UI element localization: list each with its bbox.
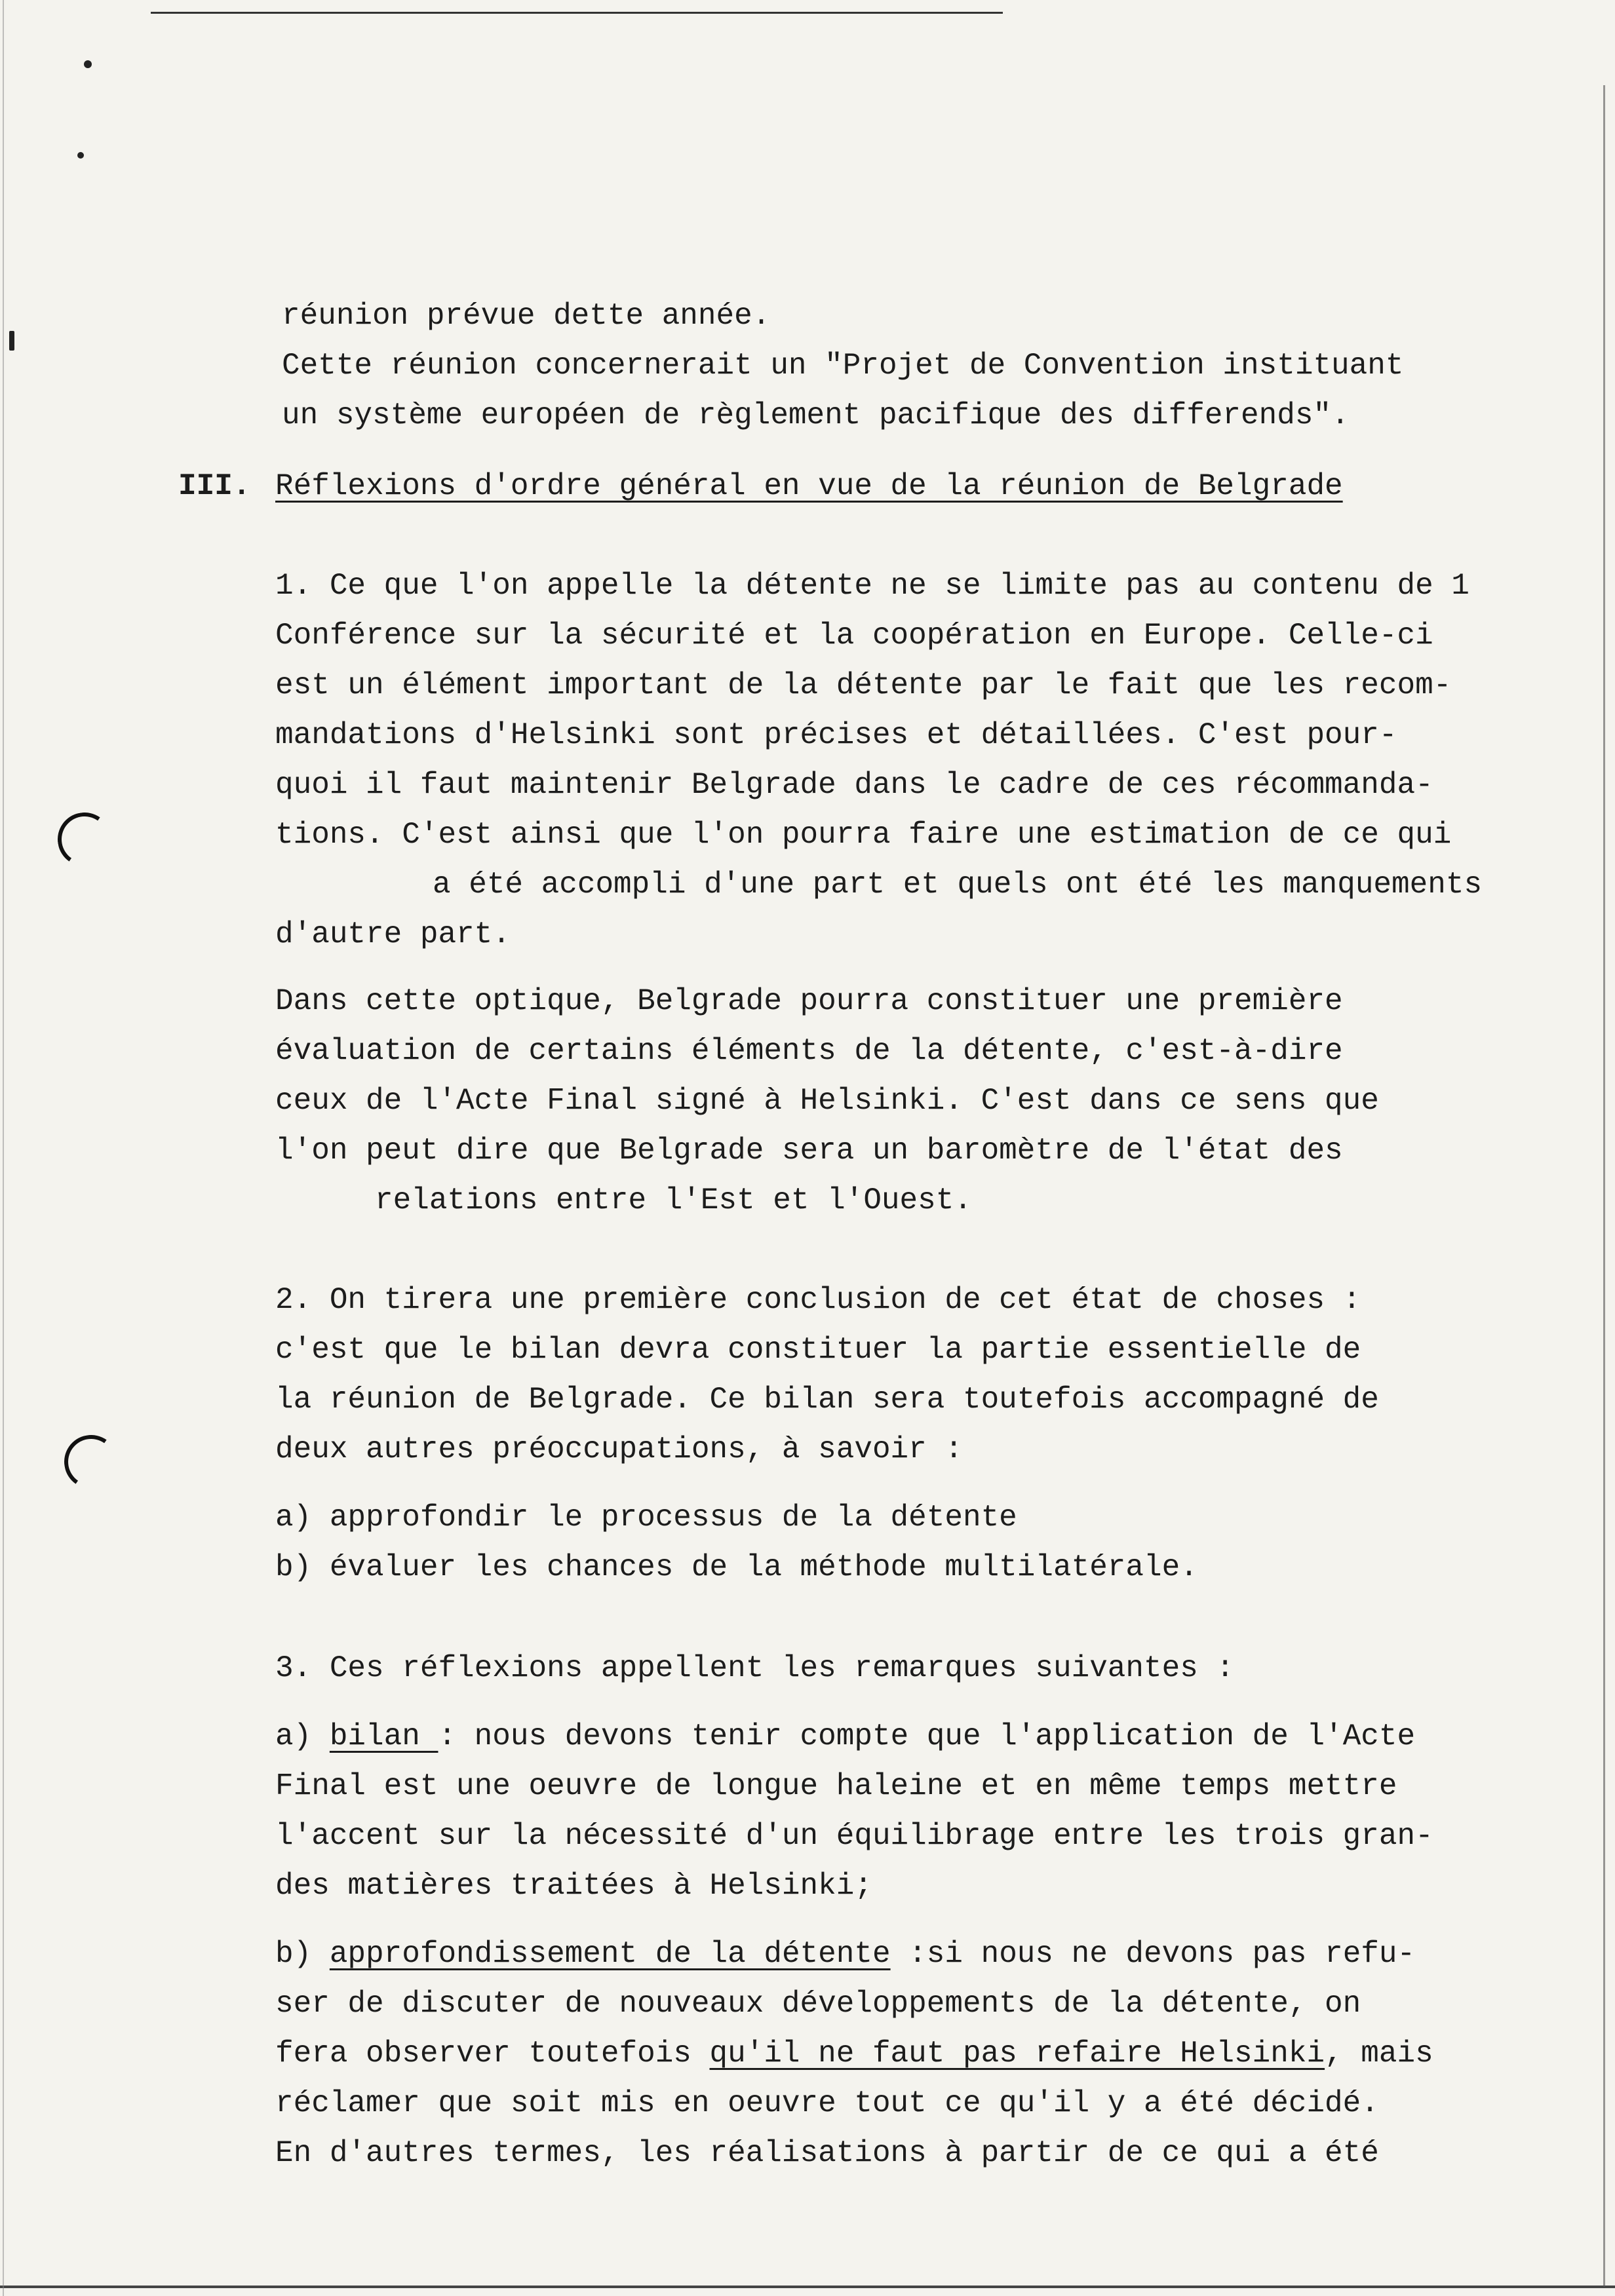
text-line: l'on peut dire que Belgrade sera un baromètre de l'état des [275,1134,1343,1168]
text-line: Dans cette optique, Belgrade pourra constituer une première [275,984,1343,1018]
text-line: un système européen de règlement pacifique des differends". [282,398,1350,432]
text-line: des matières traitées à Helsinki; [275,1869,872,1903]
text-line: réunion prévue dette année. [282,299,771,333]
scan-left-edge [3,0,4,2296]
text-fragment: fera observer toutefois [275,2037,710,2071]
underlined-phrase: qu'il ne faut pas refaire Helsinki [709,2037,1325,2071]
text-line: 3. Ces réflexions appellent les remarques suivantes : [275,1651,1235,1685]
item-a-rest: : nous devons tenir compte que l'application de l'Acte [438,1719,1416,1753]
text-line: ser de discuter de nouveaux développements de la détente, on [275,1987,1361,2021]
item-b-rest: :si nous ne devons pas refu- [890,1937,1416,1971]
text-line: 2. On tirera une première conclusion de cet état de choses : [275,1283,1361,1317]
scan-mark [9,331,14,351]
text-line: tions. C'est ainsi que l'on pourra faire une estimation de ce qui [275,818,1452,852]
item-b-line3 [275,2029,1433,2078]
text-line: 1. Ce que l'on appelle la détente ne se limite pas au contenu de 1 [275,569,1469,603]
text-line: mandations d'Helsinki sont précises et détaillées. C'est pour- [275,718,1397,752]
scan-speck [77,152,84,159]
item-b-term: approfondissement de la détente [329,1937,891,1971]
text-line: évaluation de certains éléments de la détente, c'est-à-dire [275,1034,1343,1068]
item-prefix: a) [275,1719,330,1753]
text-line: d'autre part. [275,917,511,951]
item-prefix: b) [275,1937,330,1971]
text-line: quoi il faut maintenir Belgrade dans le cadre de ces récommanda- [275,768,1433,802]
scan-bottom-rule [0,2286,1615,2288]
text-line: l'accent sur la nécessité d'un équilibrage entre les trois gran- [275,1819,1433,1853]
scan-right-edge [1603,85,1605,2287]
section-number: III. [178,469,251,503]
text-line: Final est une oeuvre de longue haleine et en même temps mettre [275,1769,1397,1803]
text-fragment: , mais [1325,2037,1433,2071]
list-item: a) approfondir le processus de la détente [275,1501,1017,1535]
text-line: réclamer que soit mis en oeuvre tout ce qu'il y a été décidé. [275,2086,1379,2120]
text-line: Cette réunion concernerait un "Projet de Convention instituant [282,349,1404,383]
text-line: la réunion de Belgrade. Ce bilan sera toutefois accompagné de [275,1383,1379,1417]
text-line: a été accompli d'une part et quels ont été les manquements [433,868,1483,902]
text-line: En d'autres termes, les réalisations à partir de ce qui a été [275,2136,1379,2170]
text-line: deux autres préoccupations, à savoir : [275,1432,963,1466]
text-line: Conférence sur la sécurité et la coopération en Europe. Celle-ci [275,619,1433,653]
text-line: ceux de l'Acte Final signé à Helsinki. C'est dans ce sens que [275,1084,1379,1118]
list-item: b) évaluer les chances de la méthode multilatérale. [275,1550,1198,1584]
section-title: Réflexions d'ordre général en vue de la réunion de Belgrade [275,469,1343,503]
text-line: relations entre l'Est et l'Ouest. [375,1183,972,1217]
item-b-first-line [275,1929,1415,1979]
scan-top-rule [151,12,1003,14]
punch-hole-mark [54,809,116,871]
text-line: c'est que le bilan devra constituer la partie essentielle de [275,1333,1361,1367]
item-a-term: bilan [329,1719,438,1753]
text-line: est un élément important de la détente par le fait que les recom- [275,668,1452,702]
scan-speck [84,60,92,68]
item-a-first-line [275,1712,1415,1761]
punch-hole-mark [60,1431,123,1493]
